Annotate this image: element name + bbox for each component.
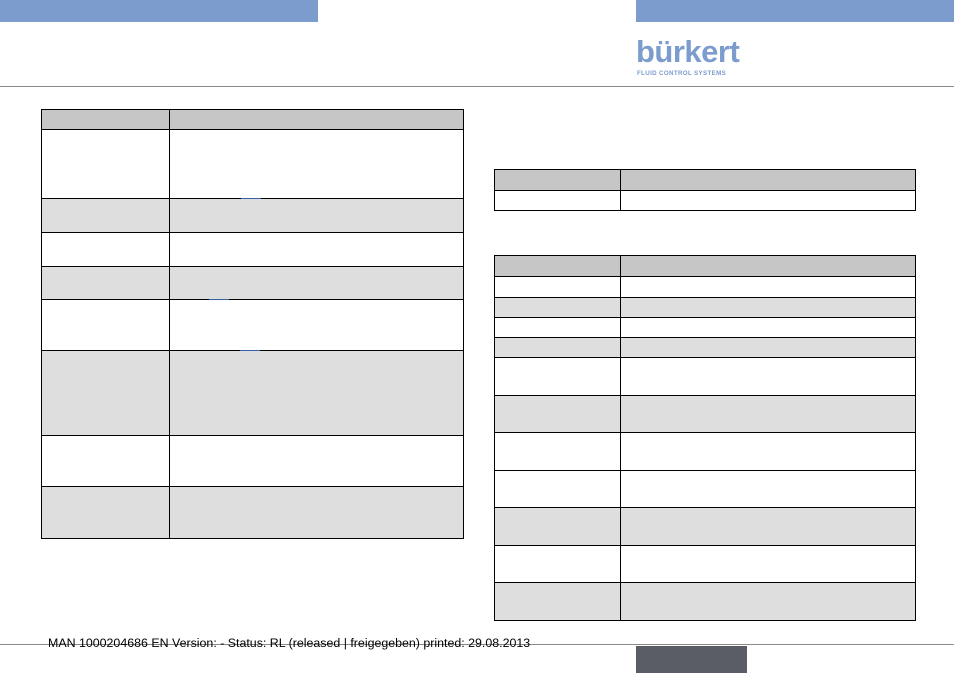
header-cell — [42, 110, 170, 130]
header-bar-left — [0, 0, 318, 22]
table-row — [495, 338, 916, 358]
header-bar-right — [636, 0, 954, 22]
header-cell — [621, 256, 916, 277]
table-row — [42, 487, 464, 539]
header-cell — [170, 110, 464, 130]
table-row — [42, 130, 464, 199]
table-row — [495, 508, 916, 546]
table-row — [42, 233, 464, 267]
left-table — [41, 109, 464, 539]
link-underline[interactable] — [209, 299, 229, 300]
table-row — [495, 358, 916, 396]
table-row — [495, 277, 916, 298]
burkert-logo — [636, 34, 740, 78]
table-row — [42, 199, 464, 233]
table-row — [495, 583, 916, 621]
table-row — [495, 191, 916, 211]
footer-document-info: MAN 1000204686 EN Version: - Status: RL (released | freigegeben) printed: 29.08.2013 — [48, 636, 531, 650]
table-row — [42, 300, 464, 351]
table-row — [495, 318, 916, 338]
table-row — [42, 351, 464, 436]
table-row — [42, 267, 464, 300]
page-number-tab — [636, 646, 747, 673]
table-row — [495, 433, 916, 471]
table-header-row — [495, 170, 916, 191]
link-underline[interactable] — [241, 198, 261, 199]
header-cell — [495, 256, 621, 277]
table-row — [42, 436, 464, 487]
table-row — [495, 546, 916, 583]
header-cell — [621, 170, 916, 191]
table-row — [495, 396, 916, 433]
table-row — [495, 471, 916, 508]
table-row — [495, 298, 916, 318]
table-header-row — [495, 256, 916, 277]
header-cell — [495, 170, 621, 191]
logo-wordmark: bürkert — [636, 34, 740, 69]
logo-tagline: FLUID CONTROL SYSTEMS — [637, 70, 727, 77]
right-top-table — [494, 169, 916, 211]
right-bottom-table — [494, 255, 916, 621]
header-divider — [0, 86, 954, 87]
link-underline[interactable] — [240, 350, 260, 351]
table-header-row — [42, 110, 464, 130]
